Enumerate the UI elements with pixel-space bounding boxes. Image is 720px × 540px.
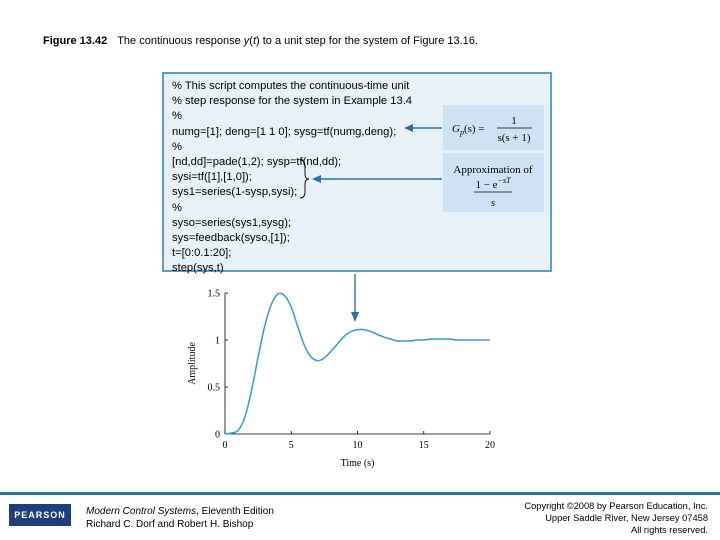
book-authors: Richard C. Dorf and Robert H. Bishop [86,519,254,530]
approx-title: Approximation of [453,164,533,176]
y-tick-label: 0.5 [207,382,220,394]
step-response-plot [187,289,495,470]
code-line: % [172,140,182,153]
copyright-line-1: Copyright ©2008 by Pearson Education, Inc. [524,501,708,511]
arrow-to-plot-head [351,312,359,322]
x-tick-label: 10 [352,440,363,451]
x-tick-label: 0 [222,440,228,451]
caption-text-1: The continuous response [117,35,244,47]
copyright-line-2: Upper Saddle River, New Jersey 07458 [545,513,708,523]
code-line: step(sys,t) [172,262,224,275]
copyright-notice [524,500,708,536]
x-tick-label: 5 [288,440,294,451]
approx-denominator: s [490,197,496,209]
caption-italic-y: y [243,35,250,47]
arrow-to-numg-head [404,124,413,132]
code-line: % This script computes the continuous-time unit [172,80,410,92]
code-line: t=[0:0.1:20]; [172,247,232,260]
code-line: % [172,201,182,214]
code-line: sys=feedback(syso,[1]); [172,231,290,244]
y-tick-label: 0 [215,429,220,441]
code-line: sys1=series(1-sysp,sysi); [172,186,298,199]
y-tick-label: 1 [215,335,220,347]
caption-italic-t: t [252,35,257,47]
book-info [86,505,274,531]
code-line: sysi=tf([1],[1,0]); [172,171,252,184]
gp-denominator: s(s + 1) [497,132,531,144]
code-line: numg=[1]; deng=[1 1 0]; sysg=tf(numg,deng); [172,125,397,138]
code-line: [nd,dd]=pade(1,2); sysp=tf(nd,dd); [172,155,342,168]
figure-number: Figure 13.42 [43,35,108,47]
caption-paren: ( [249,35,253,47]
book-edition: , Eleventh Edition [196,506,274,517]
arrow-to-pade-head [312,175,321,183]
bracket-brace [300,160,309,198]
code-line: % [172,110,182,123]
code-line: % step response for the system in Example 13.4 [172,95,413,108]
copyright-line-3: All rights reserved. [631,525,708,535]
code-line: syso=series(sys1,sysg); [172,216,292,229]
x-tick-label: 15 [418,440,429,451]
y-axis-label: Amplitude [187,342,198,385]
footer-rule [0,492,720,495]
gp-lhs: $G_p(s)$ = [452,123,485,137]
caption-text-2: ) to a unit step for the system of Figure 13.16. [256,35,478,47]
x-tick-label: 20 [485,440,495,451]
gp-numerator: 1 [511,115,517,127]
y-tick-label: 1.5 [207,288,220,300]
approx-numerator: $1 - e^{-sT}$ [475,176,511,191]
publisher-logo: PEARSON [9,504,71,526]
book-title: Modern Control Systems [86,506,197,517]
x-axis-label: Time (s) [340,458,375,469]
